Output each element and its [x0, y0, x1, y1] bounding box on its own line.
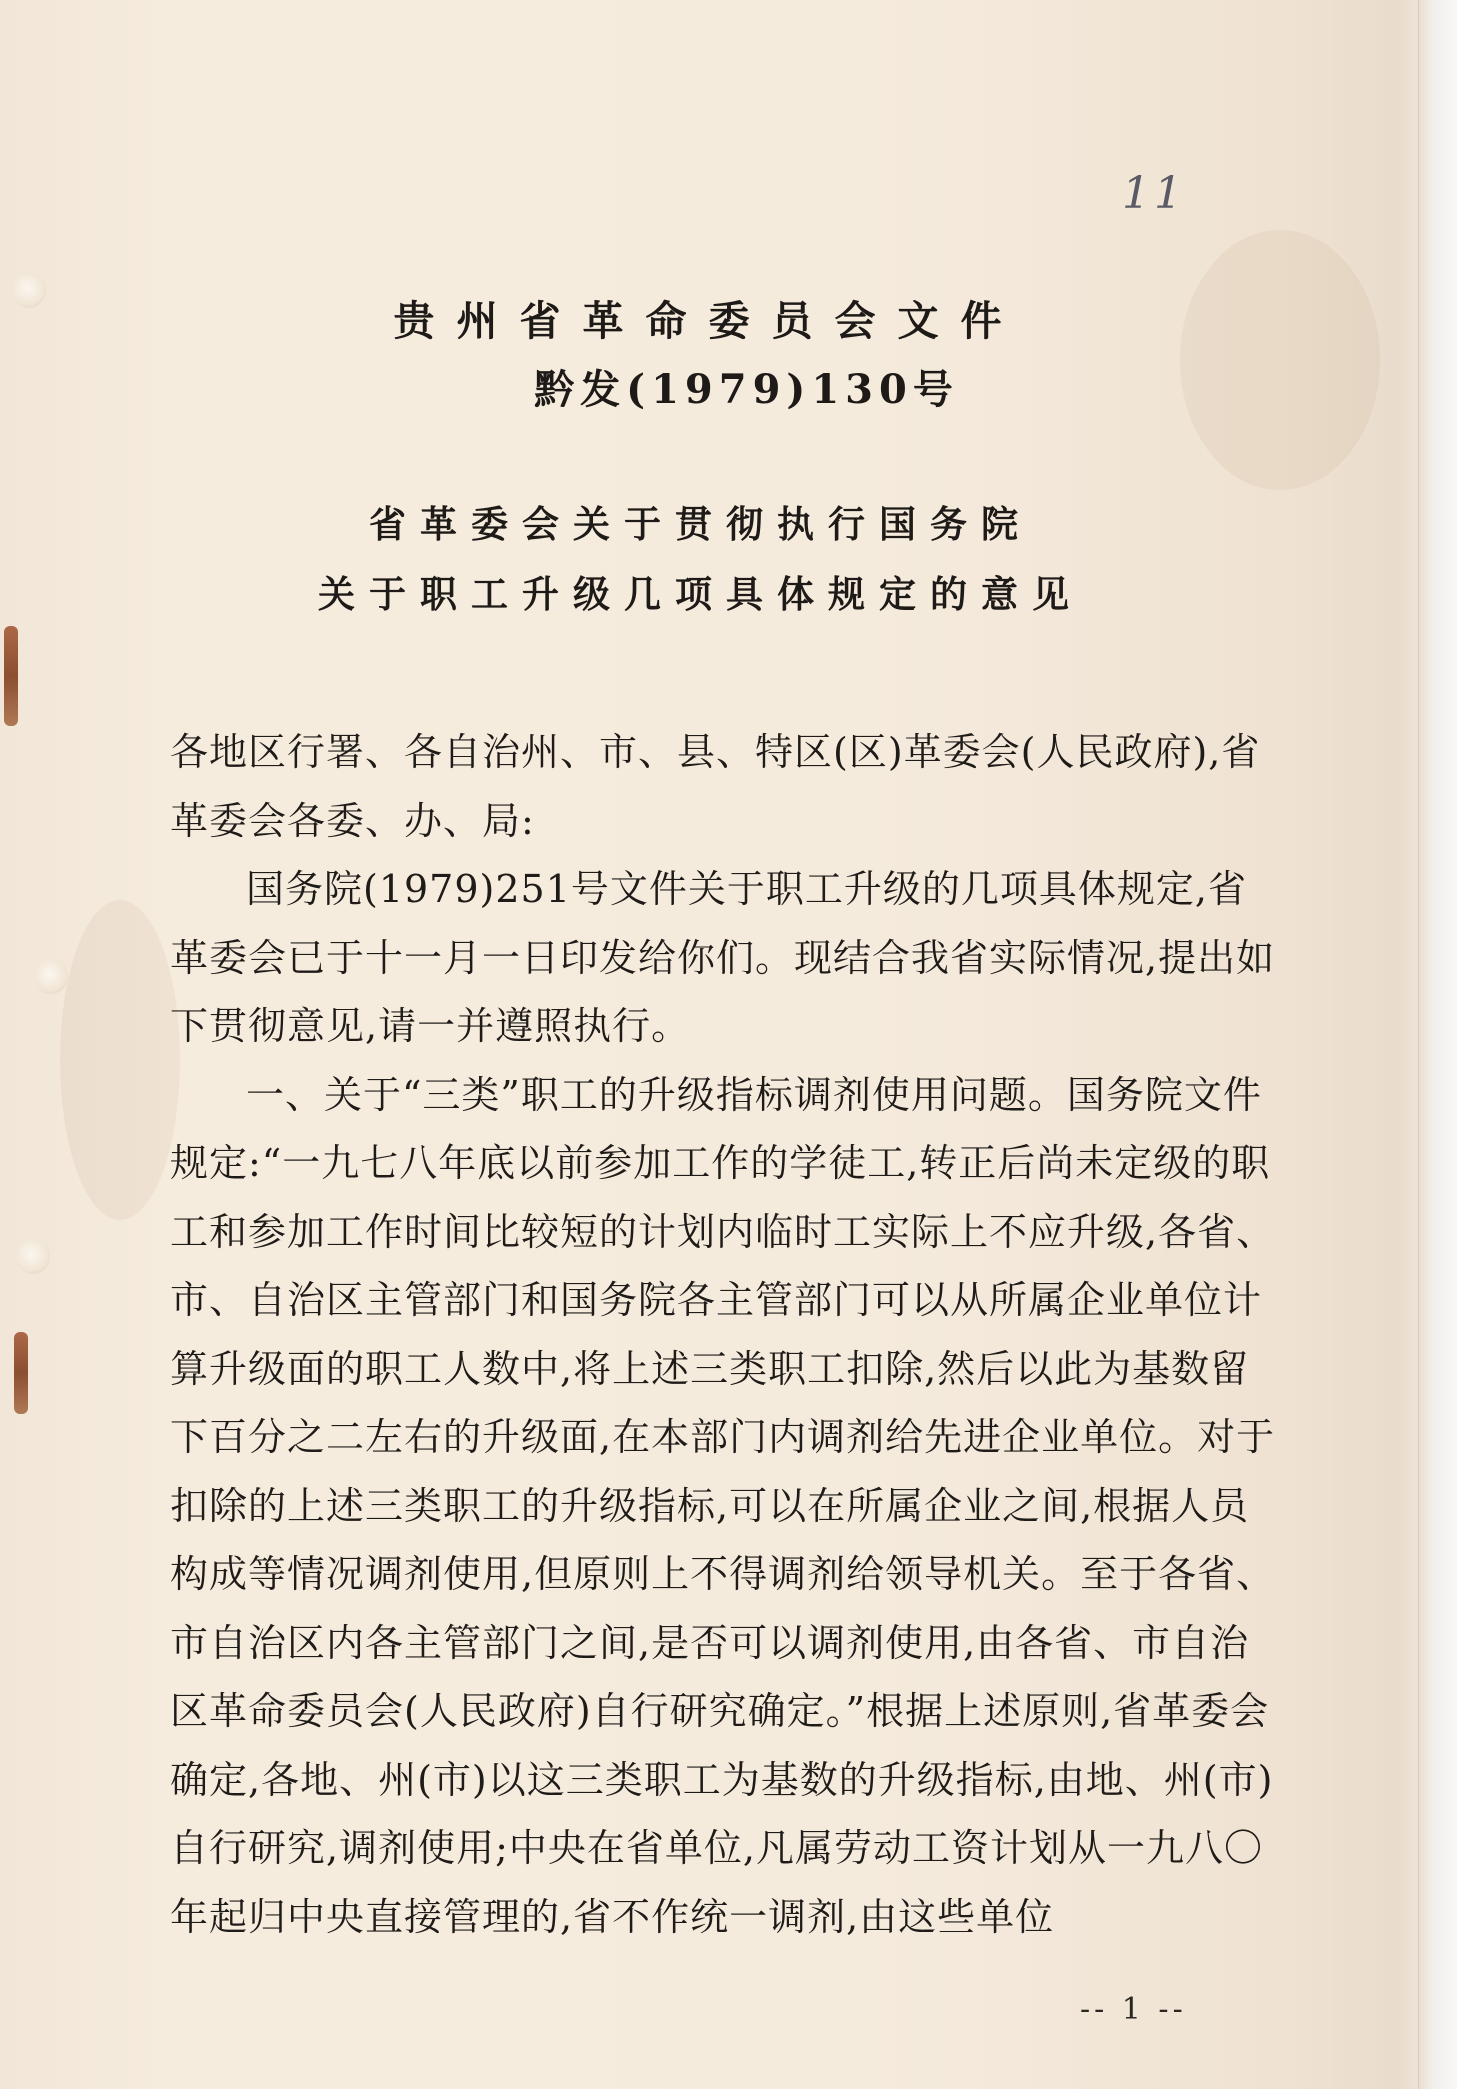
document-title-line-1: 省革委会关于贯彻执行国务院	[369, 502, 1032, 546]
footer-page-number: -- 1 --	[1080, 1992, 1187, 2027]
punch-hole	[34, 958, 68, 994]
rust-staple-mark	[14, 1332, 28, 1414]
document-issuer: 贵州省革命委员会文件	[393, 297, 1024, 345]
addressees: 各地区行署、各自治州、市、县、特区(区)革委会(人民政府),省革委会各委、办、局:	[170, 730, 1261, 843]
document-title-line-2: 关于职工升级几项具体规定的意见	[318, 572, 1083, 616]
rust-staple-mark	[4, 626, 18, 726]
handwritten-page-number: 11	[1122, 168, 1186, 219]
paper-stain	[60, 900, 180, 1220]
body-paragraph-2: 一、关于“三类”职工的升级指标调剂使用问题。国务院文件规定:“一九七八年底以前参加工作的学徒工,转正后尚未定级的职工和参加工作时间比较短的计划内临时工实际上不应升级,各省、市、自治区主管部门和国务院各主管部门可以从所属企业单位计算升级面的职工人数中,将上述三类职工扣除,然后以此为基数留下百分之二左右的升级面,在本部门内调剂给先进企业单位。对于扣除的上述三类职工的升级指标,可以在所属企业之间,根据人员构成等情况调剂使用,但原则上不得调剂给领导机关。至于各省、市自治区内各主管部门之间,是否可以调剂使用,由各省、市自治区革命委员会(人民政府)自行研究确定。”根据上述原则,省革委会确定,各地、州(市)以这三类职工为基数的升级指标,由地、州(市)自行研究,调剂使用;中央在省单位,凡属劳动工资计划从一九八〇年起归中央直接管理的,省不作统一调剂,由这些单位	[170, 1072, 1276, 1939]
punch-hole	[16, 1238, 50, 1274]
document-number: 黔发(1979)130号	[534, 366, 959, 413]
document-body	[170, 718, 1280, 1951]
body-paragraph-1: 国务院(1979)251号文件关于职工升级的几项具体规定,省革委会已于十一月一日印发给你们。现结合我省实际情况,提出如下贯彻意见,请一并遵照执行。	[170, 867, 1276, 1048]
